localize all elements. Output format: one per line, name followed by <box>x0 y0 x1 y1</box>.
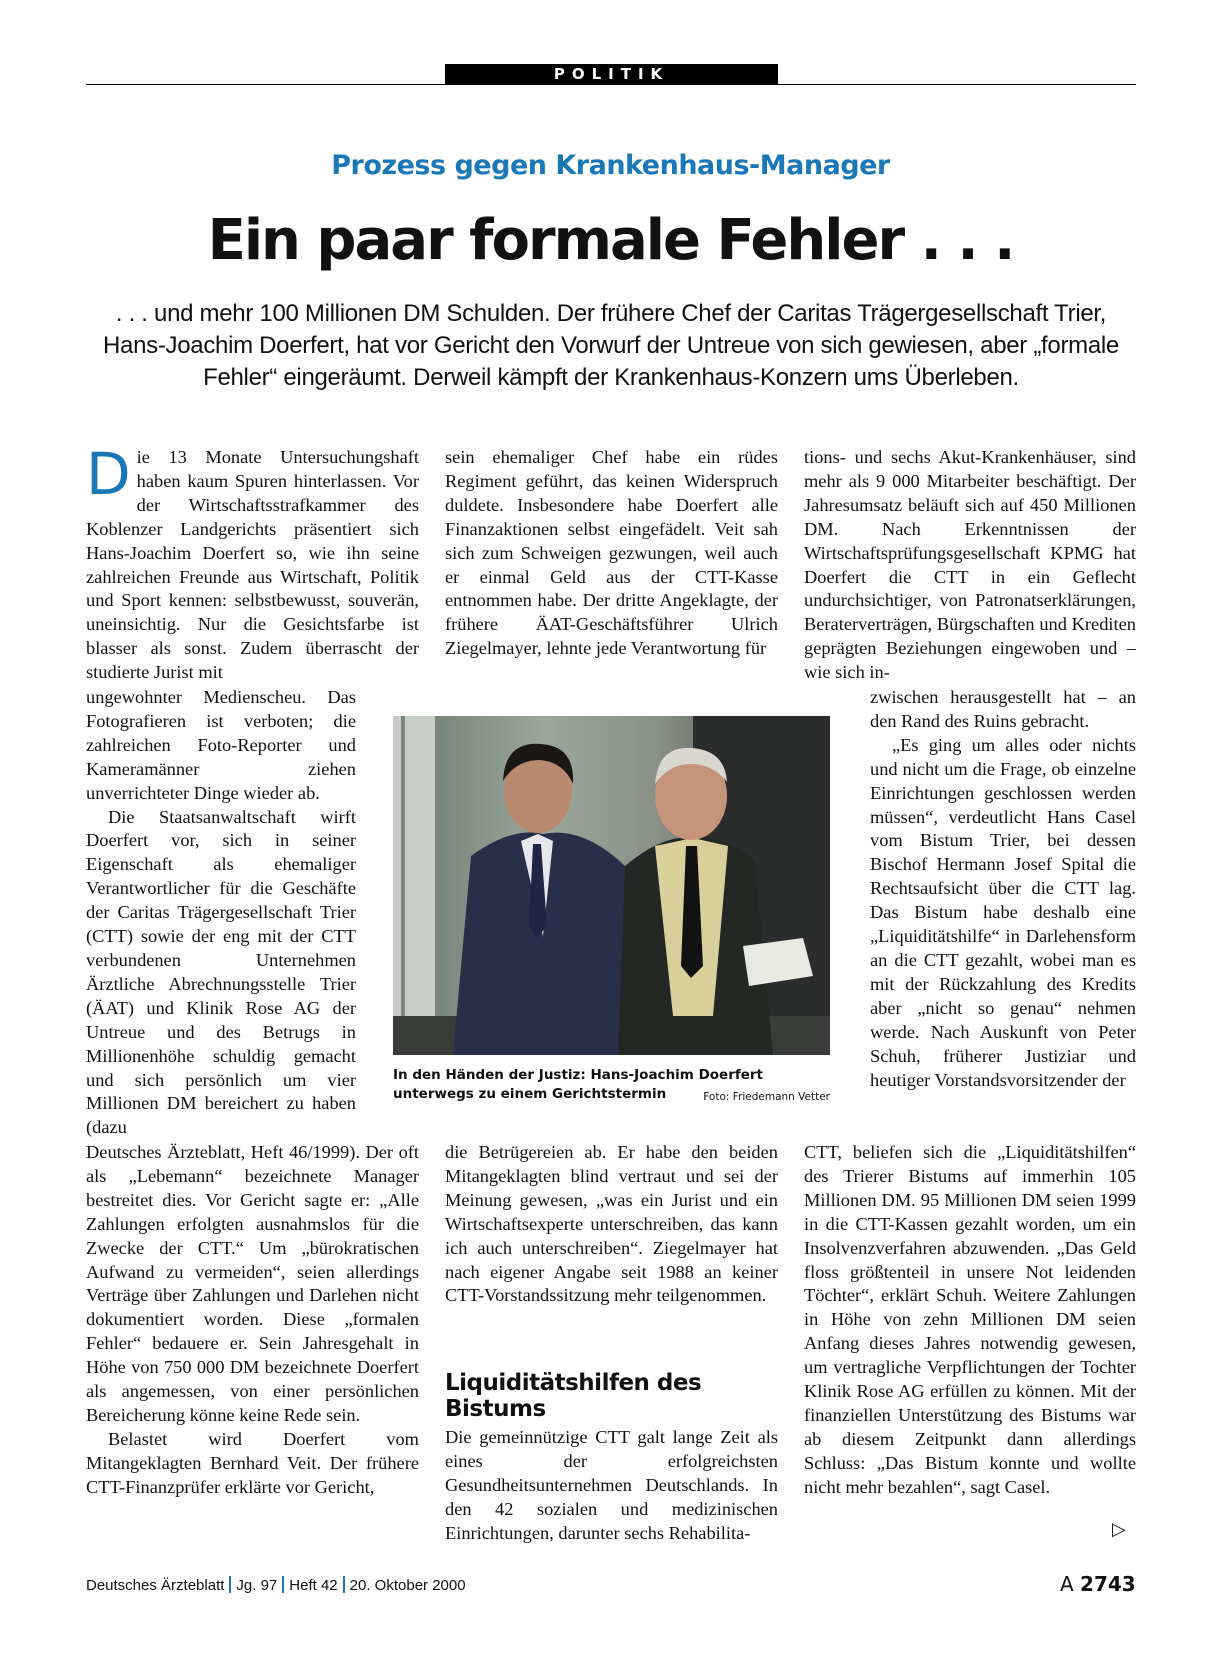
photo-credit: Foto: Friedemann Vetter <box>703 1091 830 1103</box>
column-1-top <box>86 440 419 685</box>
column-1-bottom <box>86 1141 419 1500</box>
footer-separator <box>282 1576 284 1593</box>
body-text: „Es ging um alles oder nichts und nicht um die Frage, ob einzelne Einrichtungen geschlossen werden müssen“, verdeutlicht Hans Casel vom Bistum Trier, bei dessen Bischof Hermann Josef Spital die Rechtsaufsicht über die CTT lag. Das Bistum habe deshalb eine „Liquiditätshilfe“ in Darlehensform an die CTT gezahlt, wobei man es mit der Rückzahlung des Kredits aber „nicht so genau“ nehmen werde. Nach Auskunft von Peter Schuh, früherer Justiziar und heutiger Vorstandsvorsitzender der <box>870 734 1136 1090</box>
photo-illustration <box>393 716 830 1055</box>
body-text: Die gemeinnützige CTT galt lange Zeit als eines der erfolgreichsten Gesundheitsunternehmen Deutschlands. In den 42 sozialen und medizinischen Einrichtungen, darunter sechs Rehabilita- <box>445 1427 778 1543</box>
column-3-top <box>804 446 1136 685</box>
continue-arrow-icon: ▷ <box>1112 1519 1126 1540</box>
footer-date: 20. Oktober 2000 <box>349 1577 466 1594</box>
column-3-wrap <box>870 686 1136 1092</box>
body-text: Belastet wird Doerfert vom Mitangeklagten Bernhard Veit. Der frühere CTT-Finanzprüfer erklärte vor Gericht, <box>86 1428 419 1497</box>
caption-text: In den Händen der Justiz: Hans-Joachim Doerfert unterwegs zu einem Gerichtstermin <box>393 1067 764 1102</box>
subheading: Liquiditätshilfen des Bistums <box>445 1370 702 1422</box>
column-2-top <box>445 446 778 661</box>
body-text: Die Staatsanwaltschaft wirft Doerfert vor, sich in seiner Eigenschaft als ehemaliger Verantwortlicher für die Geschäfte der Caritas Trägergesellschaft Trier (CTT) sowie der eng mit der CTT verbundenen Unternehmen Ärztliche Abrechnungsstelle Trier (ÄAT) und Klinik Rose AG der Untreue und des Betrugs in Millionenhöhe schuldig gemacht und sich persönlich um vier Millionen DM bereichert zu haben (dazu <box>86 806 356 1138</box>
footer-separator <box>343 1576 345 1593</box>
page-number <box>1060 1572 1136 1596</box>
news-photo <box>393 716 830 1055</box>
kicker: Prozess gegen Krankenhaus-Manager <box>331 150 890 181</box>
body-text: Deutsches Ärzteblatt, Heft 46/1999). Der oft als „Lebemann“ bezeichnete Manager bestreitet dies. Vor Gericht sagte er: „Alle Zahlungen erfolgten ausnahmslos für die Zwecke der CTT.“ Um „bürokratischen Aufwand zu vermeiden“, seien allerdings Verträge über Zahlungen und Darlehen nicht dokumentiert worden. Diese „formalen Fehler“ bedauere er. Sein Jahresgehalt in Höhe von 750 000 DM bezeichnete Doerfert als angemessen, von einer persönlichen Bereicherung könne keine Rede sein. <box>86 1142 419 1425</box>
column-3-bottom <box>804 1141 1136 1500</box>
page-number-value: 2743 <box>1080 1572 1136 1596</box>
footer-journal: Deutsches Ärzteblatt <box>86 1577 225 1594</box>
body-text: sein ehemaliger Chef habe ein rüdes Regiment geführt, das keinen Widerspruch duldete. Insbesondere habe Doerfert alle Finanzaktionen selbst eingefädelt. Veit sah sich zum Schweigen gezwungen, weil auch er einmal Geld aus der CTT-Kasse entnommen habe. Der dritte Angeklagte, der frühere ÄAT-Geschäftsführer Ulrich Ziegelmayer, lehnte jede Verantwortung für <box>445 447 778 659</box>
page-prefix: A <box>1060 1572 1074 1596</box>
footer-issue: Heft 42 <box>289 1577 338 1594</box>
column-1-wrap <box>86 686 356 1140</box>
section-label: POLITIK <box>445 64 778 85</box>
lead-paragraph: . . . und mehr 100 Millionen DM Schulden. Der frühere Chef der Caritas Trägergesellschaft Trier, Hans-Joachim Doerfert, hat vor Gericht den Vorwurf der Untreue von sich gewiesen, aber „formale Fehler“ eingeräumt. Derweil kämpft der Krankenhaus-Konzern ums Überleben. <box>103 300 1119 391</box>
body-text: CTT, beliefen sich die „Liquiditätshilfen“ des Trierer Bistums auf immerhin 105 Millionen DM. 95 Millionen DM seien 1999 in die CTT-Kassen gezahlt worden, um ein Insolvenzverfahren abzuwenden. „Das Geld floss größtenteil in unsere Not leidenden Töchter“, erklärt Schuh. Weitere Zahlungen in Höhe von zehn Millionen DM seien Anfang dieses Jahres notwendig gewesen, um vertragliche Verpflichtungen der Tochter Klinik Rose AG erfüllen zu können. Mit der finanziellen Unterstützung des Bistums war ab diesem Zeitpunkt dann allerdings Schluss: „Das Bistum konnte und wollte nicht mehr bezahlen“, sagt Casel. <box>804 1142 1136 1497</box>
headline: Ein paar formale Fehler . . . <box>207 208 1014 273</box>
column-2-bottom <box>445 1141 778 1308</box>
photo-caption <box>393 1066 830 1107</box>
column-2-sub <box>445 1426 778 1546</box>
body-text: die Betrügereien ab. Er habe den beiden Mitangeklagten blind vertraut und sei der Meinung gewesen, „was ein Jurist und ein Wirtschaftsexperte unterschreiben, das kann ich auch unterschreiben“. Ziegelmayer hat nach eigener Angabe seit 1988 an keiner CTT-Vorstandssitzung mehr teilgenommen. <box>445 1142 778 1306</box>
body-text: ungewohnter Medienscheu. Das Fotografieren ist verboten; die zahlreichen Foto-Reporter und Kameramänner ziehen unverrichteter Dinge wieder ab. <box>86 687 356 803</box>
drop-cap: D <box>86 440 131 508</box>
body-text: ie 13 Monate Untersuchungshaft haben kaum Spuren hinterlassen. Vor der Wirtschaftsstrafkammer des Koblenzer Landgerichts präsentiert sich Hans-Joachim Doerfert so, wie ihn seine zahlreichen Freunde aus Wirtschaft, Politik und Sport kennen: selbstbewusst, souverän, uneinsichtig. Nur die Gesichtsfarbe ist blasser als sonst. Zudem überrascht der studierte Jurist mit <box>86 447 419 683</box>
footer-volume: Jg. 97 <box>236 1577 278 1594</box>
body-text: zwischen herausgestellt hat – an den Rand des Ruins gebracht. <box>870 687 1136 731</box>
body-text: tions- und sechs Akut-Krankenhäuser, sind mehr als 9 000 Mitarbeiter beschäftigt. Der Jahresumsatz beläuft sich auf 450 Millionen DM. Nach Erkenntnissen der Wirtschaftsprüfungsgesellschaft KPMG hat Doerfert die CTT in ein Geflecht undurchsichtiger, von Patronatserklärungen, Beraterverträgen, Bürgschaften und Krediten geprägten Beziehungen eingewoben und – wie sich in- <box>804 447 1136 683</box>
footer-separator <box>229 1576 231 1593</box>
footer <box>86 1576 466 1594</box>
